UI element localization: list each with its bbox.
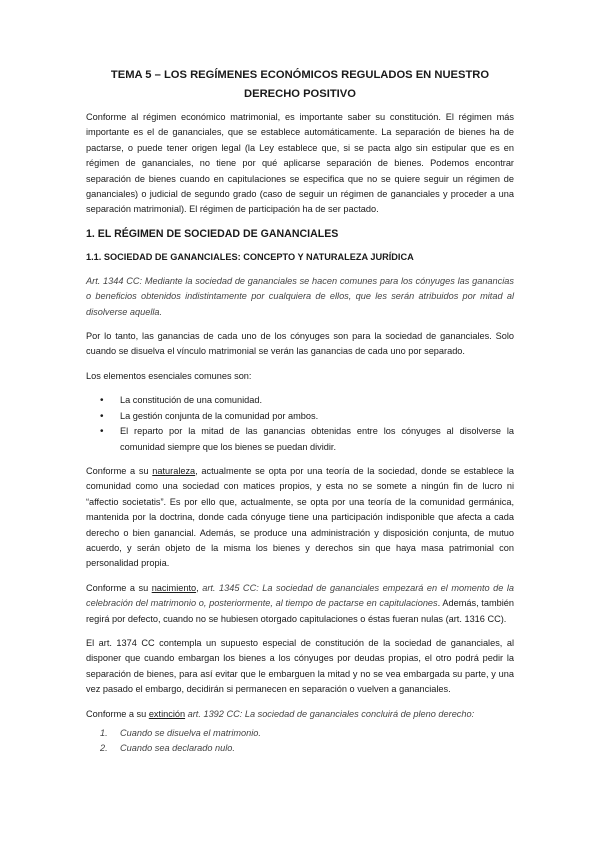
- list-item: [100, 726, 514, 741]
- list-text: Cuando sea declarado nulo.: [120, 743, 235, 754]
- list-item: [100, 741, 514, 756]
- list-item: • La constitución de una comunidad.: [120, 393, 514, 408]
- ganancias-paragraph: Por lo tanto, las ganancias de cada uno de los cónyuges son para la sociedad de gananciales. Solo cuando se disuelva el vínculo matrimonial se verán las ganancias de cada uno por separado.: [86, 331, 514, 357]
- list-item: • La gestión conjunta de la comunidad por ambos.: [120, 409, 514, 424]
- elementos-list: [86, 393, 514, 455]
- extincion-pre: Conforme a su: [86, 708, 149, 719]
- nacimiento-keyword: nacimiento: [151, 582, 197, 593]
- article-1374-paragraph: El art. 1374 CC contempla un supuesto especial de constitución de la sociedad de gananciales, al disponer que cuando embargan los bienes a los cónyuges por deudas propias, el otro podrá pedir la separación de bienes, para así evitar que le embarguen la mitad y no se vea embargada su parte, y una vez pasado el embargo, decidirán si permanecen en separación o vuelven a gananciales.: [86, 637, 514, 695]
- nacimiento-paragraph: [86, 581, 514, 627]
- article-1344-quote: Art. 1344 CC: Mediante la sociedad de gananciales se hacen comunes para los cónyuges las ganancias o beneficios obtenidos indistintamente por cualquiera de ellos, que les serán atribuidos por mitad al disolverse aquella.: [86, 275, 514, 317]
- intro-paragraph: Conforme al régimen económico matrimonial, es importante saber su constitución. El régimen más importante es el de gananciales, que se establece automáticamente. La separación de bienes ha de pactarse, o puede tener origen legal (la Ley establece que, si se pacta algo sin estipular que es en régimen de gananciales, no tiene por qué aplicarse separación de bienes. Podemos encontrar separación de bienes cuando en capitulaciones se especifica que no se quiere seguir un régimen de gananciales) o judicial de segundo grado (caso de seguir un régimen de gananciales y proceder a una separación matrimonial). El régimen de participación ha de ser pactado.: [86, 112, 514, 215]
- list-text: Cuando se disuelva el matrimonio.: [120, 728, 261, 738]
- page-title: TEMA 5 – LOS REGÍMENES ECONÓMICOS REGULADOS EN NUESTRO DERECHO POSITIVO: [110, 69, 490, 100]
- elementos-intro: Los elementos esenciales comunes son:: [86, 370, 252, 381]
- extincion-paragraph: [86, 707, 514, 722]
- article-1345-quote: art. 1345 CC: La sociedad de gananciales empezará en el momento de la celebración del matrimonio o, posteriormente, al tiempo de pactarse en capitulaciones: [86, 582, 515, 609]
- article-1392-quote: art. 1392 CC: La sociedad de gananciales concluirá de pleno derecho:: [187, 708, 475, 719]
- extincion-keyword: extinción: [148, 708, 186, 719]
- nacimiento-pre: Conforme a su: [86, 582, 152, 593]
- section-heading-1: 1. EL RÉGIMEN DE SOCIEDAD DE GANANCIALES: [86, 227, 339, 240]
- nacimiento-text: . Además, también regirá por defecto, cuando no se hubiesen otorgado capitulaciones o éstas fueran nulas (art. 1316 CC).: [86, 598, 514, 624]
- subsection-heading-1-1: 1.1. SOCIEDAD DE GANANCIALES: CONCEPTO Y NATURALEZA JURÍDICA: [86, 251, 414, 262]
- extincion-list: [86, 726, 514, 757]
- naturaleza-text: , actualmente se opta por una teoría de la sociedad, donde se establece la comunidad como una sociedad con matices propios, y esta no se somete a ningún fin de lucro ni “affectio societatis”. Es por ello que, actualmente, se opta por una teoría de la comunidad germánica, mantenida por la doctrina, donde cada cónyuge tiene una participación indisponible que afecta a cada derecho o bien ganancial. Además, se produce una administración y disposición conjunta, de mutuo acuerdo, y serán objeto de la misma los bienes y derechos sin que haya masa patrimonial con personalidad propia.: [86, 465, 515, 569]
- naturaleza-pre: Conforme a su: [86, 465, 153, 476]
- naturaleza-keyword: naturaleza: [152, 465, 196, 476]
- nacimiento-sep: ,: [196, 582, 203, 593]
- list-number: 2.: [100, 743, 108, 754]
- list-number: 1.: [100, 728, 108, 738]
- list-item: • El reparto por la mitad de las ganancias obtenidas entre los cónyuges al disolverse la comunidad siempre que los bienes se puedan dividir.: [120, 424, 514, 455]
- naturaleza-paragraph: [86, 464, 514, 572]
